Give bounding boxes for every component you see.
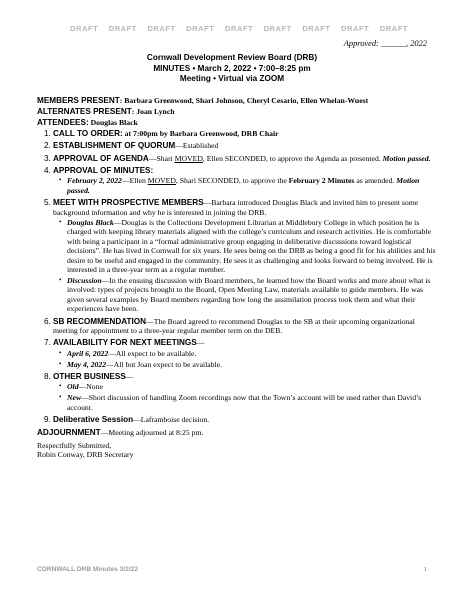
sub-text: —Douglas is the Collections Development Librarian at Middlebury College in which position he is charged with keeping library materials aligned with the college’s curriculum and research activities. He is comfortable with being a participant in a “formal administrative group engaging in deliberative discussions toward logistical decisions”. He has lived in Cornwall for six years. He sees being on the DRB as being a good fit for his abilities and his desire to be useful and engaged in the community. He sees it as challenging and looks forward to being involved. He is interested in a three-year term as a regular member. — [67, 217, 436, 274]
closing-line: Respectfully Submitted, — [37, 441, 112, 450]
attendees-names: Douglas Black — [88, 117, 138, 127]
bullet-icon: • — [59, 359, 62, 368]
adjournment-label: ADJOURNMENT — [37, 427, 101, 437]
item-text: as amended. — [354, 176, 397, 186]
bullet-icon: • — [59, 393, 62, 402]
item-text: at 7:00pm by Barbara Greenwood, DRB Chair — [122, 128, 279, 138]
item-text: , Ellen SECONDED, to approve the Agenda as presented. — [202, 153, 383, 163]
sub-text: —None — [78, 382, 103, 392]
agenda-item-sb-recommendation — [44, 316, 437, 336]
minutes-name: February 2 Minutes — [288, 176, 355, 186]
sub-label: Old — [67, 382, 79, 392]
sub-list — [53, 218, 437, 314]
sub-list — [53, 176, 437, 195]
list-item — [59, 348, 437, 358]
draft-watermark: DRAFT — [379, 24, 408, 33]
sub-text: —Short discussion of handling Zoom recordings now that the Town’s account will be used rather than David’s account. — [67, 393, 422, 412]
sub-list — [53, 382, 437, 412]
item-label: APPROVAL OF AGENDA — [53, 153, 149, 163]
sub-text: —In the ensuing discussion with Board members, he learned how the Board works and more about what is involved: types of projects brought to the Board, Open Meeting Law, materials available to guide members. He was given several examples by Board members regarding how long the assimilation process took them and what their experiences have been. — [67, 275, 431, 314]
item-text: — — [125, 372, 134, 382]
item-label: OTHER BUSINESS — [53, 372, 126, 382]
moved-text: MOVED — [147, 176, 176, 186]
meeting-mode-line: Meeting • Virtual via ZOOM — [179, 74, 285, 84]
item-text: —Shari — [148, 153, 175, 163]
item-number: 3. — [44, 153, 51, 163]
agenda-item-approval-of-minutes — [44, 165, 437, 195]
members-present-names: : Barbara Greenwood, Shari Johnson, Cheryl Cesario, Ellen Whelan-Wuest — [119, 96, 369, 105]
sub-list — [53, 349, 437, 369]
agenda-item-approval-of-agenda — [44, 153, 437, 163]
item-label: SB RECOMMENDATION — [53, 316, 147, 326]
list-item — [59, 393, 437, 412]
item-label: APPROVAL OF MINUTES: — [53, 165, 154, 175]
minutes-date: February 2, 2022 — [67, 176, 122, 186]
members-present-label: MEMBERS PRESENT — [37, 96, 120, 105]
motion-result: Motion passed. — [67, 176, 420, 195]
item-label: AVAILABILITY FOR NEXT MEETINGS — [53, 338, 197, 348]
bullet-icon: • — [59, 348, 62, 357]
page-footer — [37, 566, 427, 573]
sub-label: Discussion — [67, 275, 102, 285]
item-label: ESTABLISHMENT OF QUORUM — [53, 141, 176, 151]
agenda-item-other-business — [44, 372, 437, 412]
draft-watermark: DRAFT — [108, 24, 137, 33]
item-text: —Established — [175, 141, 219, 151]
draft-watermark: DRAFT — [147, 24, 176, 33]
item-number: 8. — [44, 372, 51, 382]
sub-label: Douglas Black — [67, 217, 114, 227]
draft-watermark: DRAFT — [263, 24, 292, 33]
secretary-name: Robin Conway, DRB Secretary — [37, 450, 134, 460]
alternates-present — [37, 107, 437, 116]
board-title: Cornwall Development Review Board (DRB) — [146, 53, 318, 62]
item-text: —Barbara introduced Douglas Black and invited him to present some background information and why he is interested in joining the DRB. — [53, 198, 419, 217]
item-number: 2. — [44, 141, 51, 151]
item-number: 7. — [44, 338, 51, 348]
draft-watermark-row — [70, 24, 408, 33]
page-number: 1 — [423, 566, 427, 573]
item-text: —Laframboise decision. — [133, 415, 210, 425]
list-item — [59, 217, 437, 274]
item-number: 1. — [44, 128, 51, 138]
minutes-body — [37, 96, 437, 460]
draft-watermark: DRAFT — [186, 24, 215, 33]
draft-watermark: DRAFT — [224, 24, 254, 33]
item-number: 6. — [44, 316, 51, 326]
list-item — [59, 176, 437, 195]
agenda-items — [37, 129, 437, 425]
document-header — [0, 53, 464, 85]
agenda-item-deliberative-session — [44, 415, 437, 425]
agenda-item-prospective-members — [44, 198, 437, 314]
bullet-icon: • — [59, 275, 62, 284]
sub-label: May 4, 2022 — [67, 359, 107, 369]
alternates-present-label: ALTERNATES PRESENT — [37, 106, 132, 116]
sub-text: —All but Joan expect to be available. — [106, 359, 222, 369]
bullet-icon: • — [59, 382, 62, 391]
sub-text: —All expect to be available. — [108, 348, 197, 358]
draft-watermark: DRAFT — [302, 24, 331, 33]
attendees-label: ATTENDEES: — [37, 117, 89, 127]
bullet-icon: • — [59, 217, 62, 226]
sub-label: April 6, 2022 — [67, 348, 109, 358]
list-item — [59, 359, 437, 369]
item-text: —The Board agreed to recommend Douglas to the SB at their upcoming organizational meeting for appointment to a three-year regular member term on the DEB. — [53, 316, 415, 335]
sub-label: New — [67, 393, 82, 403]
item-number: 4. — [44, 165, 51, 175]
footer-title: CORNWALL DRB Minutes 3/2/22 — [37, 566, 138, 573]
agenda-item-quorum — [44, 141, 437, 151]
approved-line: Approved: ______, 2022 — [343, 39, 427, 48]
item-number: 9. — [44, 415, 51, 425]
list-item — [59, 275, 437, 314]
motion-result: Motion passed. — [382, 153, 431, 163]
item-text: , Shari SECONDED, to approve the — [175, 176, 289, 186]
item-text: — — [196, 338, 205, 348]
item-text: —Ellen — [121, 176, 148, 186]
alternates-present-names: : Joan Lynch — [131, 106, 175, 116]
draft-watermark: DRAFT — [341, 24, 370, 33]
attendees — [37, 118, 437, 127]
item-label: CALL TO ORDER: — [53, 128, 123, 138]
adjournment-text: —Meeting adjourned at 8:25 pm. — [100, 427, 204, 437]
item-number: 5. — [44, 198, 51, 208]
item-label: MEET WITH PROSPECTIVE MEMBERS — [53, 198, 204, 208]
item-label: Deliberative Session — [53, 415, 134, 425]
minutes-date-line: MINUTES • March 2, 2022 • 7:00–8:25 pm — [153, 63, 311, 73]
moved-text: MOVED — [174, 153, 203, 163]
members-present — [37, 96, 437, 105]
adjournment — [37, 428, 437, 437]
list-item — [59, 382, 437, 392]
bullet-icon: • — [59, 176, 62, 185]
agenda-item-availability — [44, 338, 437, 369]
closing-signature — [37, 441, 437, 460]
agenda-item-call-to-order — [44, 128, 437, 138]
draft-watermark: DRAFT — [70, 24, 99, 33]
